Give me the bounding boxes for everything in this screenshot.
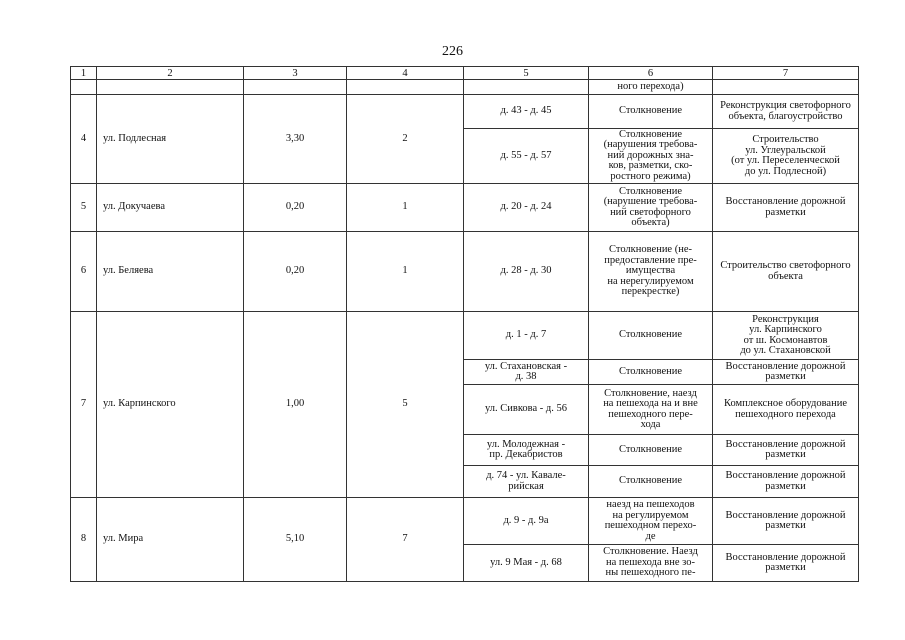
section-cell: д. 43 - д. 45 (464, 95, 589, 129)
incident-type-cell: Столкновение, наезд на пешехода на и вне пешеходного пере- хода (589, 385, 713, 435)
incident-table (70, 66, 859, 582)
empty-cell (347, 80, 464, 95)
section-cell: ул. 9 Мая - д. 68 (464, 545, 589, 582)
length-cell: 5,10 (244, 498, 347, 582)
street-name: ул. Карпинского (97, 312, 244, 498)
count-cell: 7 (347, 498, 464, 582)
section-cell: д. 9 - д. 9а (464, 498, 589, 545)
measure-cell: Восстановление дорожной разметки (713, 545, 859, 582)
measure-cell: Восстановление дорожной разметки (713, 466, 859, 498)
incident-type-cell: наезд на пешеходов на регулируемом пешеходном перехо- де (589, 498, 713, 545)
count-cell: 1 (347, 184, 464, 232)
table-row (71, 184, 859, 232)
col-header-3: 3 (244, 67, 347, 80)
empty-cell (71, 80, 97, 95)
incident-type-cell: ного перехода) (589, 80, 713, 95)
length-cell: 0,20 (244, 184, 347, 232)
incident-type-cell: Столкновение (589, 466, 713, 498)
row-number: 8 (71, 498, 97, 582)
measure-cell: Восстановление дорожной разметки (713, 360, 859, 385)
section-cell: ул. Молодежная - пр. Декабристов (464, 435, 589, 466)
street-name: ул. Подлесная (97, 95, 244, 184)
street-name: ул. Мира (97, 498, 244, 582)
empty-cell (464, 80, 589, 95)
section-cell: д. 1 - д. 7 (464, 312, 589, 360)
row-number: 4 (71, 95, 97, 184)
incident-type-cell: Столкновение (589, 435, 713, 466)
street-name: ул. Докучаева (97, 184, 244, 232)
incident-type-cell: Столкновение (не- предоставление пре- имущества на нерегулируемом перекрестке) (589, 232, 713, 312)
incident-type-cell: Столкновение (нарушения требова- ний дорожных зна- ков, разметки, ско- ростного режима) (589, 129, 713, 184)
section-cell: д. 20 - д. 24 (464, 184, 589, 232)
measure-cell: Строительство ул. Углеуральской (от ул. Переселенческой до ул. Подлесной) (713, 129, 859, 184)
incident-type-cell: Столкновение (589, 312, 713, 360)
measure-cell: Комплексное оборудование пешеходного перехода (713, 385, 859, 435)
measure-cell: Восстановление дорожной разметки (713, 184, 859, 232)
incident-type-cell: Столкновение (нарушение требова- ний светофорного объекта) (589, 184, 713, 232)
col-header-4: 4 (347, 67, 464, 80)
table-row (71, 95, 859, 129)
table-row (71, 232, 859, 312)
length-cell: 1,00 (244, 312, 347, 498)
col-header-2: 2 (97, 67, 244, 80)
row-number: 6 (71, 232, 97, 312)
table-row (71, 498, 859, 545)
table-row (71, 312, 859, 360)
incident-type-cell: Столкновение (589, 360, 713, 385)
measure-cell: Реконструкция ул. Карпинского от ш. Космонавтов до ул. Стахановской (713, 312, 859, 360)
section-cell: ул. Сивкова - д. 56 (464, 385, 589, 435)
measure-cell: Реконструкция светофорного объекта, благоустройство (713, 95, 859, 129)
measure-cell: Восстановление дорожной разметки (713, 498, 859, 545)
table-header-row (71, 67, 859, 80)
col-header-5: 5 (464, 67, 589, 80)
row-number: 5 (71, 184, 97, 232)
section-cell: д. 74 - ул. Кавале- рийская (464, 466, 589, 498)
page-number: 226 (442, 44, 463, 59)
section-cell: д. 55 - д. 57 (464, 129, 589, 184)
street-name: ул. Беляева (97, 232, 244, 312)
measure-cell: Строительство светофорного объекта (713, 232, 859, 312)
row-number: 7 (71, 312, 97, 498)
length-cell: 0,20 (244, 232, 347, 312)
count-cell: 5 (347, 312, 464, 498)
incident-type-cell: Столкновение. Наезд на пешехода вне зо- ны пешеходного пе- (589, 545, 713, 582)
col-header-7: 7 (713, 67, 859, 80)
col-header-6: 6 (589, 67, 713, 80)
empty-cell (244, 80, 347, 95)
section-cell: д. 28 - д. 30 (464, 232, 589, 312)
empty-cell (97, 80, 244, 95)
continuation-row (71, 80, 859, 95)
count-cell: 2 (347, 95, 464, 184)
col-header-1: 1 (71, 67, 97, 80)
section-cell: ул. Стахановская - д. 38 (464, 360, 589, 385)
length-cell: 3,30 (244, 95, 347, 184)
incident-type-cell: Столкновение (589, 95, 713, 129)
count-cell: 1 (347, 232, 464, 312)
empty-cell (713, 80, 859, 95)
measure-cell: Восстановление дорожной разметки (713, 435, 859, 466)
